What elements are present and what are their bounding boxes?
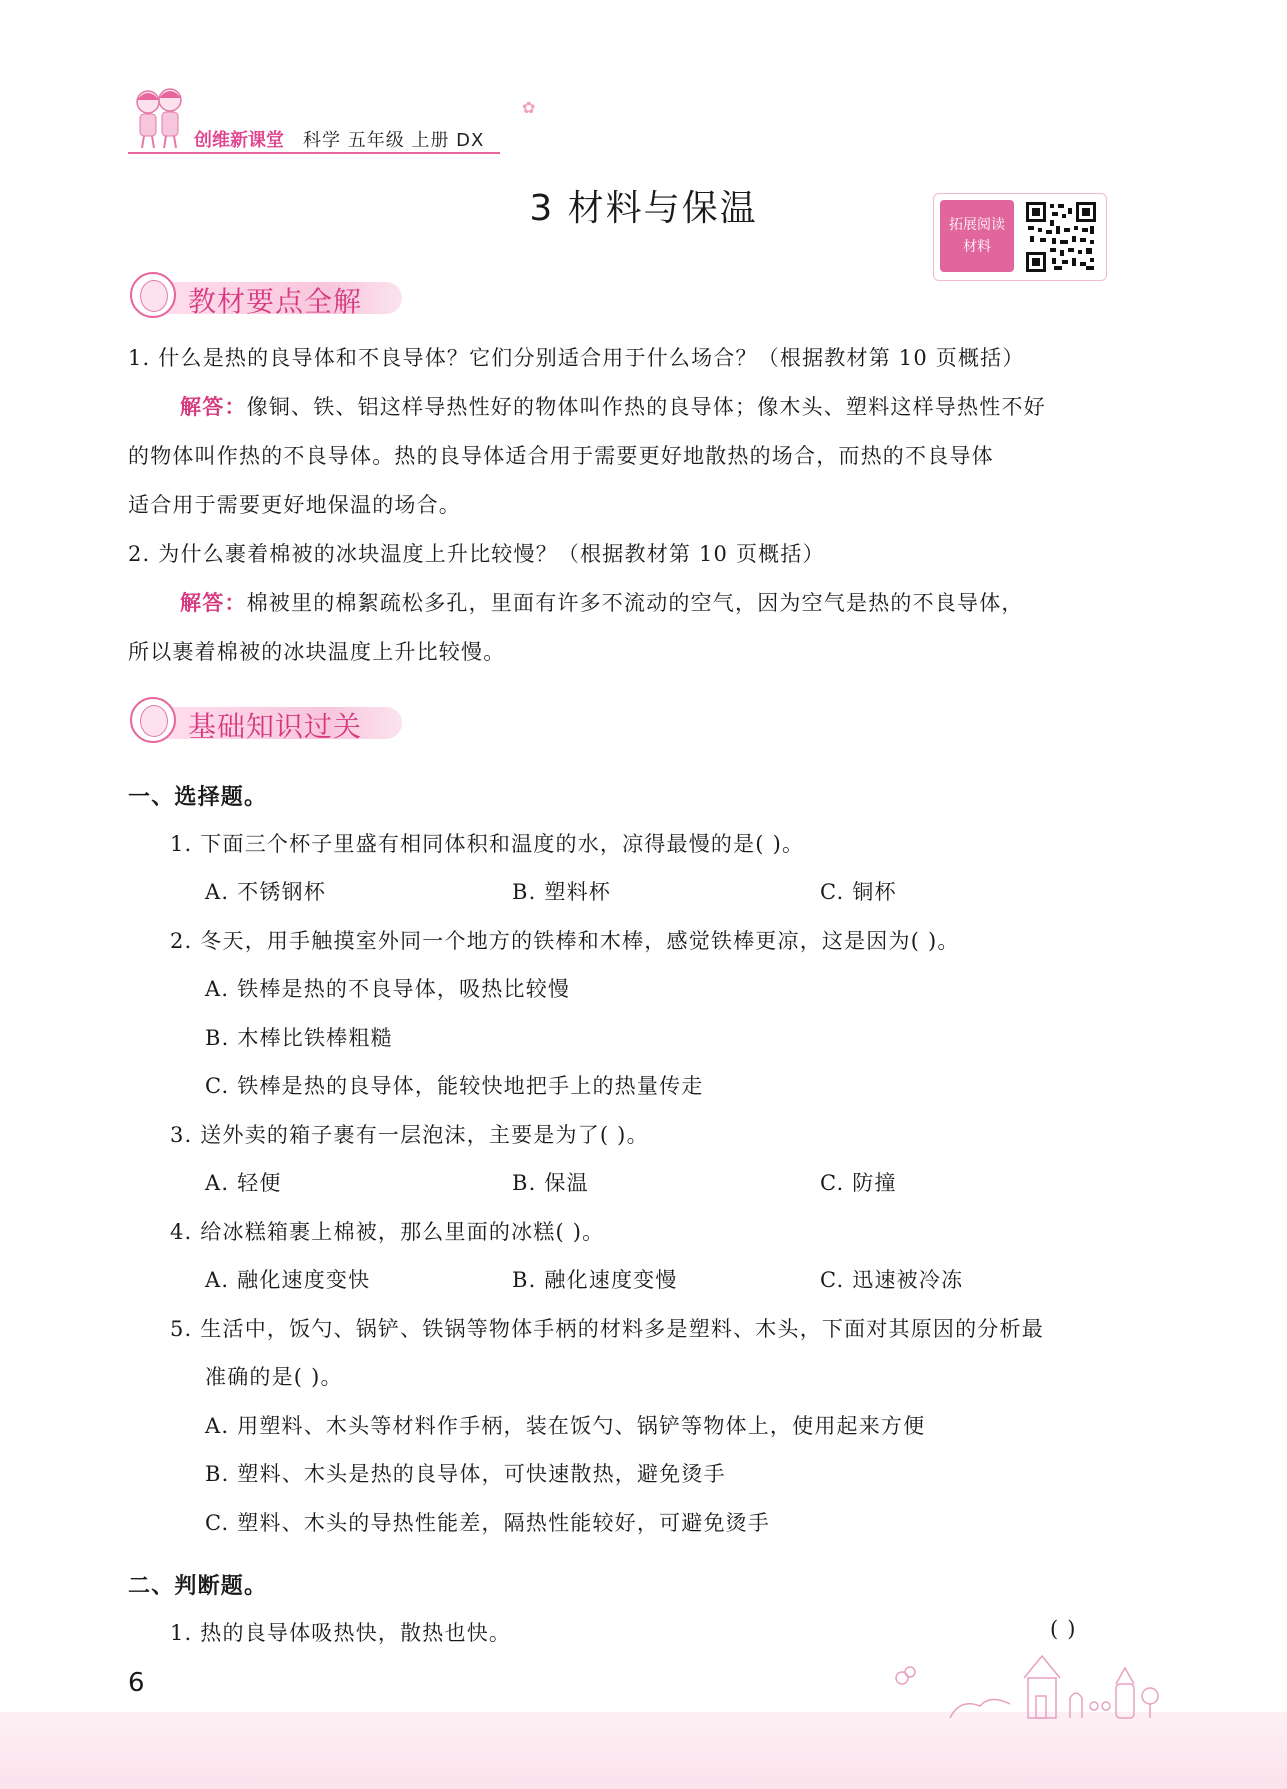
header-brand: 创维新课堂 [194,130,284,151]
option-a: A. 融化速度变快 [205,1268,371,1292]
header-divider [128,152,500,154]
question-text: 5. 生活中，饭勺、锅铲、铁锅等物体手柄的材料多是塑料、木头，下面对其原因的分析最 [170,1317,1044,1341]
section-title: 基础知识过关 [188,710,363,743]
question-text: 2. 冬天，用手触摸室外同一个地方的铁棒和木棒，感觉铁棒更凉，这是因为( )。 [170,929,960,953]
answer-text: 所以裹着棉被的冰块温度上升比较慢。 [128,640,506,664]
option-c: C. 迅速被冷冻 [820,1268,964,1292]
option-b: B. 保温 [512,1171,589,1195]
option-a: A. 铁棒是热的不良导体，吸热比较慢 [205,977,571,1001]
option-a: A. 轻便 [205,1171,282,1195]
footer-band [0,1712,1287,1789]
answer-label: 解答： [180,591,247,615]
question-text: 1. 下面三个杯子里盛有相同体积和温度的水，凉得最慢的是( )。 [170,832,805,856]
option-a: A. 不锈钢杯 [205,880,326,904]
option-b: B. 塑料、木头是热的良导体，可快速散热，避免烫手 [205,1462,726,1486]
section-heading-key-points [130,272,410,318]
part-title: 二、判断题。 [128,1574,268,1599]
qr-label [940,200,1014,272]
answer-text: 的物体叫作热的不良导体。热的良导体适合用于需要更好地散热的场合，而热的不良导体 [128,444,994,468]
option-c: C. 铁棒是热的良导体，能较快地把手上的热量传走 [205,1074,704,1098]
part-title: 一、选择题。 [128,785,268,810]
option-c: C. 塑料、木头的导热性能差，隔热性能较好，可避免烫手 [205,1511,771,1535]
mascot-icon [130,272,176,318]
flower-icon: ✿ [522,98,536,117]
mascot-icon [130,697,176,743]
question-text: 3. 送外卖的箱子裹有一层泡沫，主要是为了( )。 [170,1123,649,1147]
question-text: 1. 热的良导体吸热快，散热也快。 [170,1621,512,1645]
section-title: 教材要点全解 [188,285,363,318]
answer-text: 棉被里的棉絮疏松多孔，里面有许多不流动的空气，因为空气是热的不良导体， [246,591,1024,615]
question-text: 4. 给冰糕箱裹上棉被，那么里面的冰糕( )。 [170,1220,605,1244]
option-b: B. 融化速度变慢 [512,1268,678,1292]
answer-text: 适合用于需要更好地保温的场合。 [128,493,461,517]
option-b: B. 木棒比铁棒粗糙 [205,1026,393,1050]
answer-line [180,391,1046,421]
page-title: 3 材料与保温 [529,188,758,229]
qr-code-icon[interactable] [1024,200,1098,274]
kids-logo-icon [128,86,190,150]
option-c: C. 铜杯 [820,880,897,904]
question-text: 准确的是( )。 [205,1365,343,1389]
qr-label-line1: 拓展阅读 [949,217,1005,233]
header-course: 科学 五年级 上册 DX [303,130,485,151]
qr-label-line2: 材料 [963,239,991,255]
option-c: C. 防撞 [820,1171,897,1195]
option-a: A. 用塑料、木头等材料作手柄，装在饭勺、锅铲等物体上，使用起来方便 [205,1414,926,1438]
answer-label: 解答： [180,395,247,419]
question-text: 1. 什么是热的良导体和不良导体？它们分别适合用于什么场合？（根据教材第 10 页概括） [128,346,1025,370]
castle-icon [880,1648,1180,1720]
page-number: 6 [128,1668,145,1698]
question-text: 2. 为什么裹着棉被的冰块温度上升比较慢？（根据教材第 10 页概括） [128,542,825,566]
option-b: B. 塑料杯 [512,880,611,904]
answer-line [180,587,1024,617]
answer-blank[interactable]: ( ) [1050,1617,1077,1641]
answer-text: 像铜、铁、铝这样导热性好的物体叫作热的良导体；像木头、塑料这样导热性不好 [246,395,1046,419]
section-heading-basics [130,697,410,743]
